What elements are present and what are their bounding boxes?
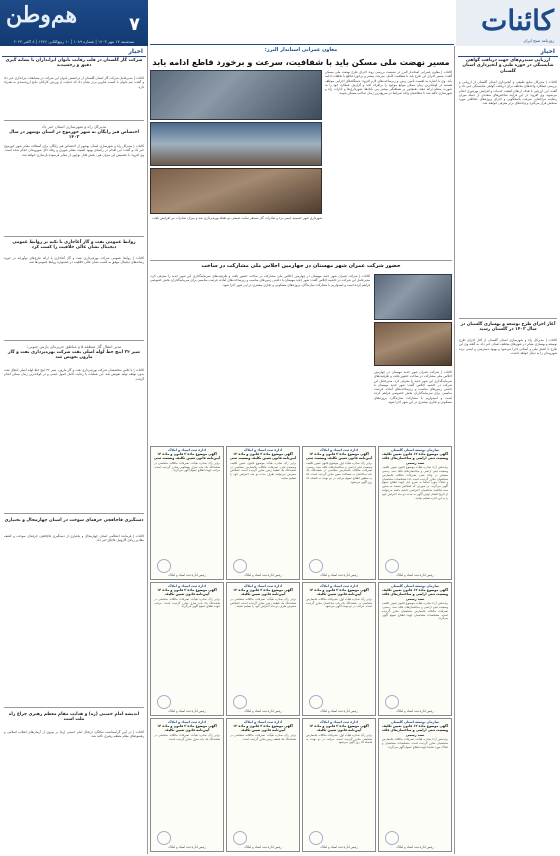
- paper-subtitle: روزنامه صبح ایران: [523, 38, 554, 43]
- notice-stamp-icon: [385, 831, 399, 845]
- left-headline-6: اندیشه امام خمینی (ره) و هدایت مقام معظم رهبری چراغ راه ملت است: [8, 712, 140, 723]
- lead-headline: مسیر نهضت ملی مسکن باید با شفافیت، سرعت و برخورد قاطع ادامه یابد: [152, 57, 450, 67]
- right-body-1: کائنات | مدیرکل منابع طبیعی و آبخیزداری استان گلستان از ارزیابی و بررسی عملکرد واحدهای مختلف برای دریافت گواهی شایستگی خبر داد و گفت: این ارزیابی با هدف ارتقای کیفیت خدمات و افزایش بهره‌وری انجام می‌شود. وی افزود: در این فرآیند شاخص‌های متعددی از جمله میزان رضایت مراجعان، سرعت پاسخگویی و اجرای پروژه‌های حفاظتی مورد سنجش قرار می‌گیرد و واحدهای برتر معرفی خواهند شد.: [459, 80, 557, 106]
- notice-box: [226, 446, 300, 580]
- date-line: سه‌شنبه ۱۷ مهر ۱۴۰۳ | شماره ۱۰۸۹ | ۱۰ ربیع‌الثانی ۱۴۴۶ | ۸ اکتبر ۲۰۲۴: [13, 39, 135, 44]
- left-headline-1: شرکت گاز گلستان در قلب رقابت بانوان ایرانداران با نشانه گیری دقیق و رخشیدند: [5, 58, 143, 69]
- header-rule: [150, 44, 454, 45]
- left-headline-3: روابط عمومی نقت و گاز آغاجاری با تکیه بر روابط عمومی دیجیتال نشان عالی خلاقیت را کسب کرد: [12, 240, 136, 251]
- col-separator-left: [147, 46, 148, 854]
- notice-box: [302, 446, 376, 580]
- header-right-banner: [456, 0, 560, 46]
- notice-org: اداره ثبت اسناد و املاک: [167, 720, 207, 724]
- lead-kicker: معاون عمرانی استاندار البرز:: [264, 47, 338, 53]
- notice-stamp-icon: [309, 831, 323, 845]
- notice-body: برابر رأی صادره هیأت، تصرفات مالکانه متقاضی در ششدانگ یک قطعه زمین محرز گردیده است. اشخاص معترض ظرف دو ماه اعتراض خود را تسلیم نمایند.: [230, 596, 296, 609]
- notice-title: آگهی موضوع ماده ۳ قانون و ماده ۱۳ آیین‌نامه قانون تعیین تکلیف وضعیت ثبتی: [305, 452, 373, 461]
- lead-body: کائنات | معاون عمرانی استاندار البرز در نشست بررسی روند اجرای طرح نهضت ملی مسکن گفت: مسیر اجرای این طرح باید با شفافیت کامل، سرعت بیشتر و برخورد قاطع با تخلفات ادامه یابد. وی با اشاره به اهمیت تأمین زمین و زیرساخت‌های لازم افزود: دستگاه‌های اجرایی موظف هستند در کوتاه‌ترین زمان ممکن موانع موجود را برطرف کنند و گزارش عملکرد خود را به صورت منظم ارائه دهند. همچنین بر هماهنگی بیشتر بین بانک‌ها، شهرداری‌ها و ادارات راه و شهرسازی تاکید شد تا متقاضیان واجد شرایط در سریع‌ترین زمان صاحب مسکن شوند.: [325, 70, 452, 96]
- middle-photo-2: [374, 322, 452, 366]
- left-divider-5: [4, 707, 144, 708]
- notice-body: برابر رأی صادره هیأت اول، تصرفات مالکانه بلامعارض متقاضی در ششدانگ یک باب ساختمان محرز گردیده است. مراتب در دو نوبت آگهی می‌شود.: [306, 596, 372, 609]
- notice-org: اداره ثبت اسناد و املاک: [319, 448, 359, 452]
- lead-photo-top: [150, 70, 322, 120]
- left-divider-1: [4, 120, 144, 121]
- notice-body: برابر رأی صادره هیأت اول موضوع قانون تعیین تکلیف وضعیت ثبتی اراضی و ساختمان‌های فاقد سند رسمی، تصرفات مالکانه بلامعارض متقاضی در ششدانگ یک باب ساختمان به مساحت معین محرز گردیده است. لذا به منظور اطلاع عموم مراتب در دو نوبت به فاصله ۱۵ روز آگهی می‌شود.: [306, 460, 372, 485]
- left-body-4: کائنات | با تلاش متخصصان شرکت بهره‌برداری نفت و گاز مارون، شیر ۳۲ اینچ خط لوله اصلی انتقال نفت بدون توقف تولید تعویض شد. این عملیات با رعایت کامل اصول ایمنی و در کوتاه‌ترین زمان ممکن انجام گرفت.: [4, 368, 144, 381]
- left-body-1: کائنات | مدیرعامل شرکت گاز استان گلستان از درخشش بانوان این شرکت در مسابقات تیراندازی خبر داد و گفت: تیم بانوان با کسب عناوین برتر نشان داد که حمایت از ورزش کارکنان نتایج ارزشمندی به همراه دارد.: [4, 76, 144, 89]
- left-headline-4: شیر ۳۲ اینچ خط لوله اصلی نفت شرکت بهره‌برداری نفت و گاز مارون تعویض شد: [7, 350, 140, 361]
- notice-body: برابر رأی صادره هیأت، تصرفات مالکانه متقاضی در ششدانگ یک قطعه زمین محرز گردیده است.: [230, 732, 296, 741]
- notice-title: آگهی موضوع ماده ۱۳ قانون تعیین تکلیف وضعیت ثبتی اراضی و ساختمان‌های فاقد سند رسمی: [381, 452, 449, 465]
- left-divider-4: [4, 513, 144, 514]
- header-left-banner: [0, 0, 148, 46]
- lead-photo-mid: [150, 122, 322, 166]
- lead-photo-bottom: [150, 168, 322, 214]
- notice-stamp-icon: [309, 559, 323, 573]
- notice-box: [150, 446, 224, 580]
- notice-org: اداره ثبت اسناد و املاک: [243, 720, 283, 724]
- notice-footer: رئیس اداره ثبت اسناد و املاک: [244, 845, 282, 849]
- notice-title: آگهی موضوع ماده ۱۳ قانون تعیین تکلیف وضعیت ثبتی اراضی و ساختمان‌های فاقد سند رسمی: [381, 724, 449, 737]
- notice-title: آگهی موضوع ماده ۳ قانون و ماده ۱۳ آیین‌نامه قانون تعیین تکلیف: [309, 724, 369, 733]
- notice-org: اداره ثبت اسناد و املاک: [167, 584, 207, 588]
- middle-body-2: کائنات | شرکت عمران شهر جدید مهستان در چهارمین اجلاس ملی مشارکت در ساخت حضور یافت و ظرفیت‌های سرمایه‌گذاری این شهر جدید را معرفی کرد. مدیرعامل این شرکت در حاشیه اجلاس گفت: شهر جدید مهستان با داشتن زمین‌های مناسب و زیرساخت‌های آماده، فرصت مناسبی برای سرمایه‌گذاران بخش خصوصی فراهم کرده است و امیدواریم با مشارکت سازندگان، پروژه‌های مسکونی و تجاری بیشتری در این شهر اجرا شود.: [150, 274, 370, 287]
- left-divider-3: [4, 340, 144, 341]
- paper-logo-left: هم‌وطن: [6, 2, 78, 28]
- page-number: ۷: [129, 14, 140, 35]
- notice-org: اداره ثبت اسناد و املاک: [319, 584, 359, 588]
- notice-org: اداره ثبت اسناد و املاک: [243, 448, 283, 452]
- left-divider-2: [4, 236, 144, 237]
- notice-stamp-icon: [233, 695, 247, 709]
- notice-stamp-icon: [233, 831, 247, 845]
- notice-title: آگهی موضوع ماده ۳ قانون و ماده ۱۳ آیین‌نامه قانون تعیین تکلیف: [233, 588, 293, 597]
- notice-stamp-icon: [385, 695, 399, 709]
- notice-stamp-icon: [157, 695, 171, 709]
- notice-body: برابر رأی صادره هیأت اول، تصرفات مالکانه بلامعارض متقاضی محرز گردیده است. مراتب در دو نوبت به فاصله ۱۵ روز آگهی می‌شود.: [306, 732, 372, 745]
- notice-box: [302, 582, 376, 716]
- notice-box: [378, 582, 452, 716]
- notice-box: [226, 582, 300, 716]
- left-body-5: کائنات | فرمانده انتظامی استان چهارمحال و بختیاری از دستگیری قاچاقچی حرفه‌ای سوخت و کشف مقادیر زیادی گازوئیل قاچاق خبر داد.: [4, 534, 144, 543]
- notice-body: برابر رأی صادره هیأت موضوع قانون تعیین تکلیف وضعیت ثبتی، تصرفات مالکانه بلامعارض متقاضی در ششدانگ یک قطعه زمین محرز گردیده است. اشخاص معترض می‌توانند ظرف مدت دو ماه اعتراض خود را تسلیم نمایند.: [230, 460, 296, 481]
- middle-divider: [150, 260, 452, 261]
- notice-body: براساس آراء صادره هیأت، تصرفات مالکانه بلامعارض متقاضیان محرز گردیده است. مشخصات متقاضیان و املاک مورد تقاضا جهت اطلاع عموم آگهی می‌گردد.: [382, 736, 448, 749]
- left-kicker-2: مدیرکل راه و شهرسازی استان خبر داد: [41, 124, 107, 129]
- notice-title: آگهی موضوع ماده ۱۳ قانون تعیین تکلیف وضعیت ثبتی اراضی و ساختمان‌های فاقد سند رسمی: [381, 588, 449, 601]
- notice-footer: رئیس اداره ثبت اسناد و املاک: [396, 845, 434, 849]
- notice-box: [378, 446, 452, 580]
- middle-body-2b: کائنات | شرکت عمران شهر جدید مهستان در چهارمین اجلاس ملی مشارکت در ساخت حضور یافت و ظرفیت‌های سرمایه‌گذاری این شهر جدید را معرفی کرد. مدیرعامل این شرکت در حاشیه اجلاس گفت: شهر جدید مهستان با داشتن زمین‌های مناسب و زیرساخت‌های آماده، فرصت مناسبی برای سرمایه‌گذاران بخش خصوصی فراهم کرده است و امیدواریم با مشارکت سازندگان، پروژه‌های مسکونی و تجاری بیشتری در این شهر اجرا شود.: [374, 370, 452, 405]
- notice-title: آگهی موضوع ماده ۳ قانون و ماده ۱۳ آیین‌نامه قانون تعیین تکلیف وضعیت ثبتی: [153, 452, 221, 461]
- notice-stamp-icon: [157, 559, 171, 573]
- notice-title: آگهی موضوع ماده ۳ قانون و ماده ۱۳ آیین‌نامه قانون تعیین تکلیف: [157, 724, 217, 733]
- left-body-3: کائنات | روابط عمومی شرکت بهره‌برداری نفت و گاز آغاجاری با ارائه طرح‌های نوآورانه در حوزه رسانه‌های دیجیتال موفق به کسب نشان عالی خلاقیت در جشنواره روابط عمومی‌ها شد.: [4, 256, 144, 265]
- right-body-2: کائنات | مدیرکل راه و شهرسازی استان گلستان از آغاز اجرای طرح توسعه و بهسازی معابر در شهرهای مختلف استان خبر داد. به گفته وی این طرح با اعتبار ملی و استانی اجرا می‌شود و بهبود دسترسی و ایمنی تردد شهروندان را به دنبال خواهد داشت.: [459, 338, 557, 355]
- notice-box: [226, 718, 300, 852]
- left-body-2: کائنات | مدیرکل راه و شهرسازی استان بوشهر از اختصاص قیر رایگان برای آسفالت معابر شهر خورموج خبر داد و گفت: این اقدام در راستای بهبود کیفیت معابر شهری و رفاه حال شهروندان انجام شده است. وی افزود: با تخصیص این میزان قیر، بخش قابل توجهی از معابر فرسوده بازسازی خواهد شد.: [4, 144, 144, 157]
- notice-box: [378, 718, 452, 852]
- section-label-right: اخبار: [458, 47, 558, 57]
- notice-org: اداره ثبت اسناد و املاک: [319, 720, 359, 724]
- notice-title: آگهی موضوع ماده ۳ قانون و ماده ۱۳ آیین‌نامه قانون تعیین تکلیف: [233, 724, 293, 733]
- notice-body: برابر رأی صادره هیأت، تصرفات مالکانه متقاضی در ششدانگ یک باب منزل محرز گردیده است.: [154, 732, 220, 741]
- notice-footer: رئیس اداره ثبت اسناد و املاک: [396, 573, 434, 577]
- notice-body: براساس آراء صادره هیأت موضوع قانون تعیین تکلیف وضعیت ثبتی اراضی و ساختمان‌های فاقد سند رسمی، تصرفات مالکانه بلامعارض متقاضیان محرز گردیده است. مشخصات متقاضیان جهت اطلاع عموم آگهی می‌گردد.: [382, 600, 448, 621]
- notice-box: [150, 718, 224, 852]
- notice-footer: رئیس اداره ثبت اسناد و املاک: [244, 573, 282, 577]
- left-kicker-4: مدیر انتقال گاز منطقه ۵ و مناطق جزیره‌ای پارس جنوبی:: [26, 344, 122, 349]
- right-divider: [459, 318, 557, 319]
- notice-footer: رئیس اداره ثبت اسناد و املاک: [320, 573, 358, 577]
- section-label-left: اخبار: [2, 47, 146, 57]
- notice-stamp-icon: [157, 831, 171, 845]
- notice-stamp-icon: [385, 559, 399, 573]
- middle-headline-2: حضور شرکت عمران شهر مهستان در جهارمین اجلاس ملی مشارکت در ساخت: [201, 263, 401, 269]
- paper-logo-right: کائنات: [481, 4, 554, 37]
- middle-caption: شهرداری شهر حسینیه جیمی یزد و صادرات گاز مستقر سایت صنعتی دو نقطه بهره‌برداری شد و میزان صادرات نیز افزایش یافت.: [151, 216, 322, 220]
- notice-title: آگهی موضوع ماده ۳ قانون و ماده ۱۳ آیین‌نامه قانون تعیین تکلیف: [309, 588, 369, 597]
- notice-body: برابر رأی صادره هیأت، تصرفات مالکانه متقاضی در ششدانگ یک باب منزل محرز گردیده است. مراتب جهت اطلاع عموم آگهی می‌گردد.: [154, 596, 220, 609]
- notice-org: اداره ثبت اسناد و املاک: [167, 448, 207, 452]
- notice-footer: رئیس اداره ثبت اسناد و املاک: [320, 709, 358, 713]
- notice-box: [150, 582, 224, 716]
- notice-stamp-icon: [309, 695, 323, 709]
- left-body-6: کائنات | در آیین گرامیداشت سالگرد ارتحال امام خمینی (ره) بر پیروی از آرمان‌های انقلاب اسلامی و رهنمودهای مقام معظم رهبری تاکید شد.: [4, 730, 144, 739]
- right-headline-1: ارزیابی سندرم‌های جهت دریافت گواهی شایستگی در حوزه طبی و آبخیزداری استان گلستان: [462, 58, 554, 74]
- notice-title: آگهی موضوع ماده ۳ قانون و ماده ۱۳ آیین‌نامه قانون تعیین تکلیف: [157, 588, 217, 597]
- right-headline-2: آغاز اجرای طرح توسعه و بهسازی گلستان در سال ۱۴۰۳ در گلستان رسید: [460, 322, 556, 333]
- middle-photo-1: [374, 274, 452, 320]
- notice-org: سازمان توسعه استان گلستان: [390, 448, 440, 452]
- notice-footer: رئیس اداره ثبت اسناد و املاک: [244, 709, 282, 713]
- notice-org: سازمان توسعه استان گلستان: [390, 720, 440, 724]
- notice-body: برابر رأی صادره هیأت، تصرفات مالکانه متقاضی در ششدانگ یک باب منزل مسکونی محرز گردیده است. مراتب جهت اطلاع عموم آگهی می‌گردد.: [154, 460, 220, 473]
- notice-footer: رئیس اداره ثبت اسناد و املاک: [168, 709, 206, 713]
- notice-body: براساس آراء صادره هیأت موضوع قانون تعیین تکلیف وضعیت ثبتی اراضی و ساختمان‌های فاقد سند رسمی مستقر در واحد ثبتی، تصرفات مالکانه بلامعارض متقاضیان محرز گردیده است. لذا مشخصات متقاضیان و املاک مورد تقاضا به شرح ذیل جهت اطلاع عموم آگهی می‌گردد. در صورتی که اشخاص نسبت به صدور سند مالکیت متقاضیان اعتراضی داشته باشند می‌توانند از تاریخ انتشار اولین آگهی به مدت دو ماه اعتراض خود را به این اداره تسلیم نمایند.: [382, 464, 448, 501]
- notice-title: آگهی موضوع ماده ۳ قانون و ماده ۱۳ آیین‌نامه قانون تعیین تکلیف وضعیت ثبتی: [229, 452, 297, 461]
- notice-box: [302, 718, 376, 852]
- left-headline-2: اختصاص قیر رایگان به شهر خورموج در استان بوشهر در سال ۱۴۰۳: [9, 130, 139, 141]
- notice-org: سازمان توسعه استان گلستان: [390, 584, 440, 588]
- notice-org: اداره ثبت اسناد و املاک: [243, 584, 283, 588]
- notice-footer: رئیس اداره ثبت اسناد و املاک: [396, 709, 434, 713]
- left-headline-5: دستگیری قاچاقچی حرفه‌ای سوخت در استان چهارمحال و بختیاری: [4, 518, 144, 523]
- notice-footer: رئیس اداره ثبت اسناد و املاک: [320, 845, 358, 849]
- col-separator-right: [454, 46, 455, 854]
- notice-footer: رئیس اداره ثبت اسناد و املاک: [168, 573, 206, 577]
- notice-footer: رئیس اداره ثبت اسناد و املاک: [168, 845, 206, 849]
- notice-stamp-icon: [233, 559, 247, 573]
